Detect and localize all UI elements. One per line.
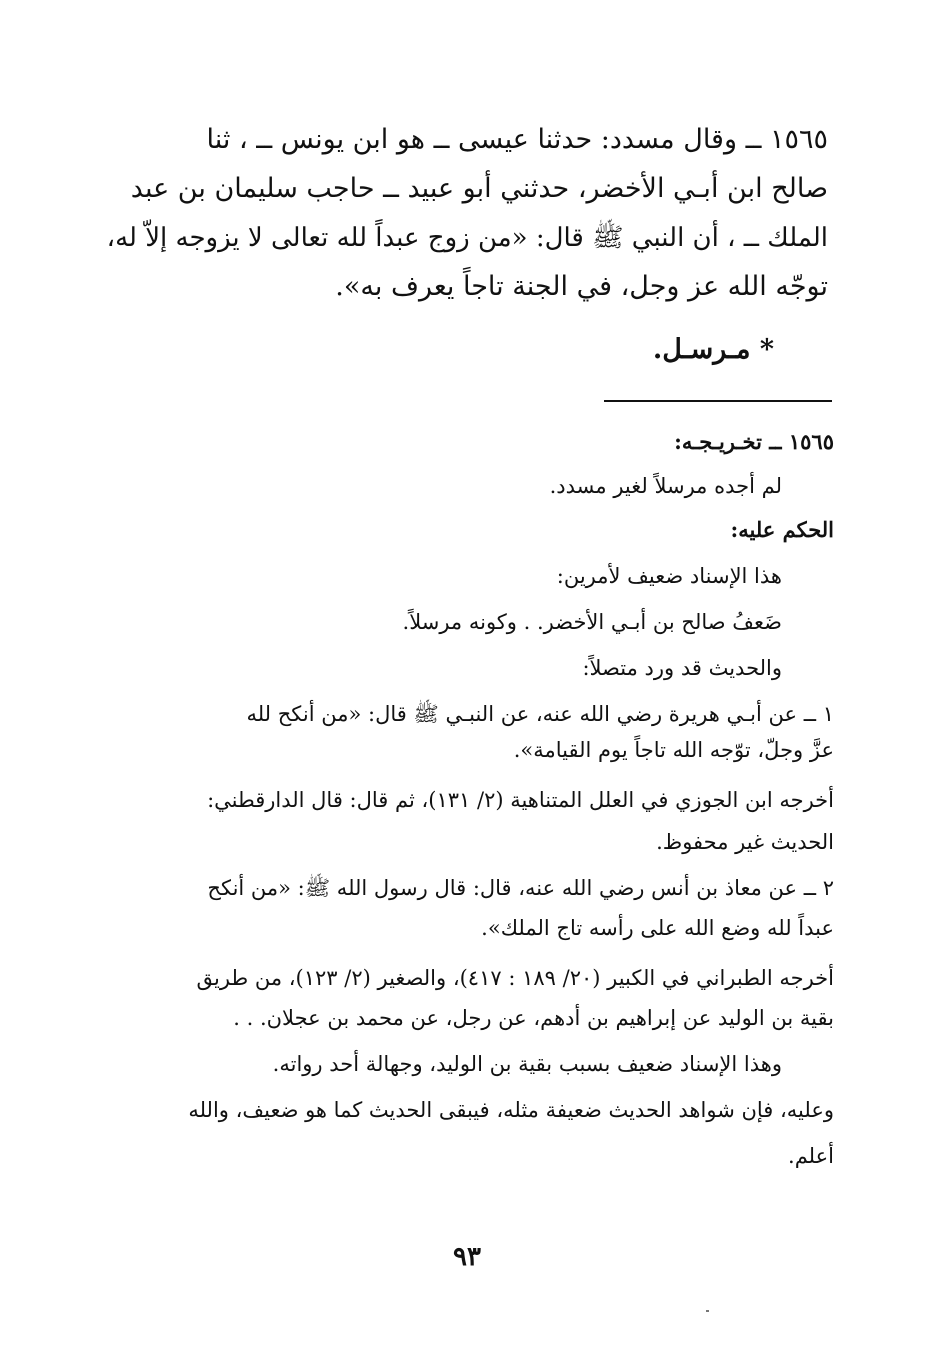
ruling-line-2: ضَعفُ صالح بن أبـي الأخضر. . وكونه مرسلاً. xyxy=(402,610,782,634)
hadith-line-4: توجّه الله عز وجل، في الجنة تاجاً يعرف به». xyxy=(335,271,828,302)
witness-1-line-2: عزَّ وجلّ، توّجه الله تاجاً يوم القيامة». xyxy=(513,738,834,762)
ruling-heading: الحكم عليه: xyxy=(730,517,834,542)
witness-1-line-1: ١ ــ عن أبـي هريرة رضي الله عنه، عن النبـي ﷺ قال: «من أنكح لله xyxy=(246,702,834,726)
hadith-line-1: ١٥٦٥ ــ وقال مسدد: حدثنا عيسى ــ هو ابن يونس ــ ، ثنا xyxy=(206,124,828,155)
witness-2-source-3: وهذا الإسناد ضعيف بسبب بقية بن الوليد، وجهالة أحد رواته. xyxy=(272,1052,782,1076)
conclusion-line-2: أعلم. xyxy=(788,1144,834,1168)
hadith-grade: * مـرسـل. xyxy=(652,334,774,365)
witness-1-source-2: الحديث غير محفوظ. xyxy=(656,830,834,854)
ruling-line-1: هذا الإسناد ضعيف لأمرين: xyxy=(556,564,782,588)
takhrij-heading: ١٥٦٥ ــ تخـريـجـه: xyxy=(674,429,834,454)
page-number: ٩٣ xyxy=(453,1242,481,1272)
witness-2-line-2: عبداً لله وضع الله على رأسه تاج الملك». xyxy=(481,916,834,940)
hadith-line-2: صالح ابن أبـي الأخضر، حدثني أبو عبيد ــ حاجب سليمان بن عبد xyxy=(130,173,828,204)
witness-2-source-2: بقية بن الوليد عن إبراهيم بن أدهم، عن رجل، عن محمد بن عجلان. . . xyxy=(233,1006,834,1030)
scan-speck xyxy=(706,1310,709,1312)
witness-2-line-1: ٢ ــ عن معاذ بن أنس رضي الله عنه، قال: قال رسول الله ﷺ: «من أنكح xyxy=(207,876,834,900)
ruling-line-3: والحديث قد ورد متصلاً: xyxy=(582,656,782,680)
conclusion-line-1: وعليه، فإن شواهد الحديث ضعيفة مثله، فيبقى الحديث كما هو ضعيف، والله xyxy=(188,1098,834,1122)
witness-2-source-1: أخرجه الطبراني في الكبير (٢٠/ ١٨٩ : ٤١٧)، والصغير (٢/ ١٢٣)، من طريق xyxy=(196,966,834,990)
takhrij-line-1: لم أجده مرسلاً لغير مسدد. xyxy=(549,474,782,498)
hadith-line-3: الملك ــ ، أن النبي ﷺ قال: «من زوج عبداً لله تعالى لا يزوجه إلاّ له، xyxy=(106,223,828,253)
witness-1-source-1: أخرجه ابن الجوزي في العلل المتناهية (٢/ ١٣١)، ثم قال: قال الدارقطني: xyxy=(207,788,834,812)
footnote-separator xyxy=(604,400,832,402)
